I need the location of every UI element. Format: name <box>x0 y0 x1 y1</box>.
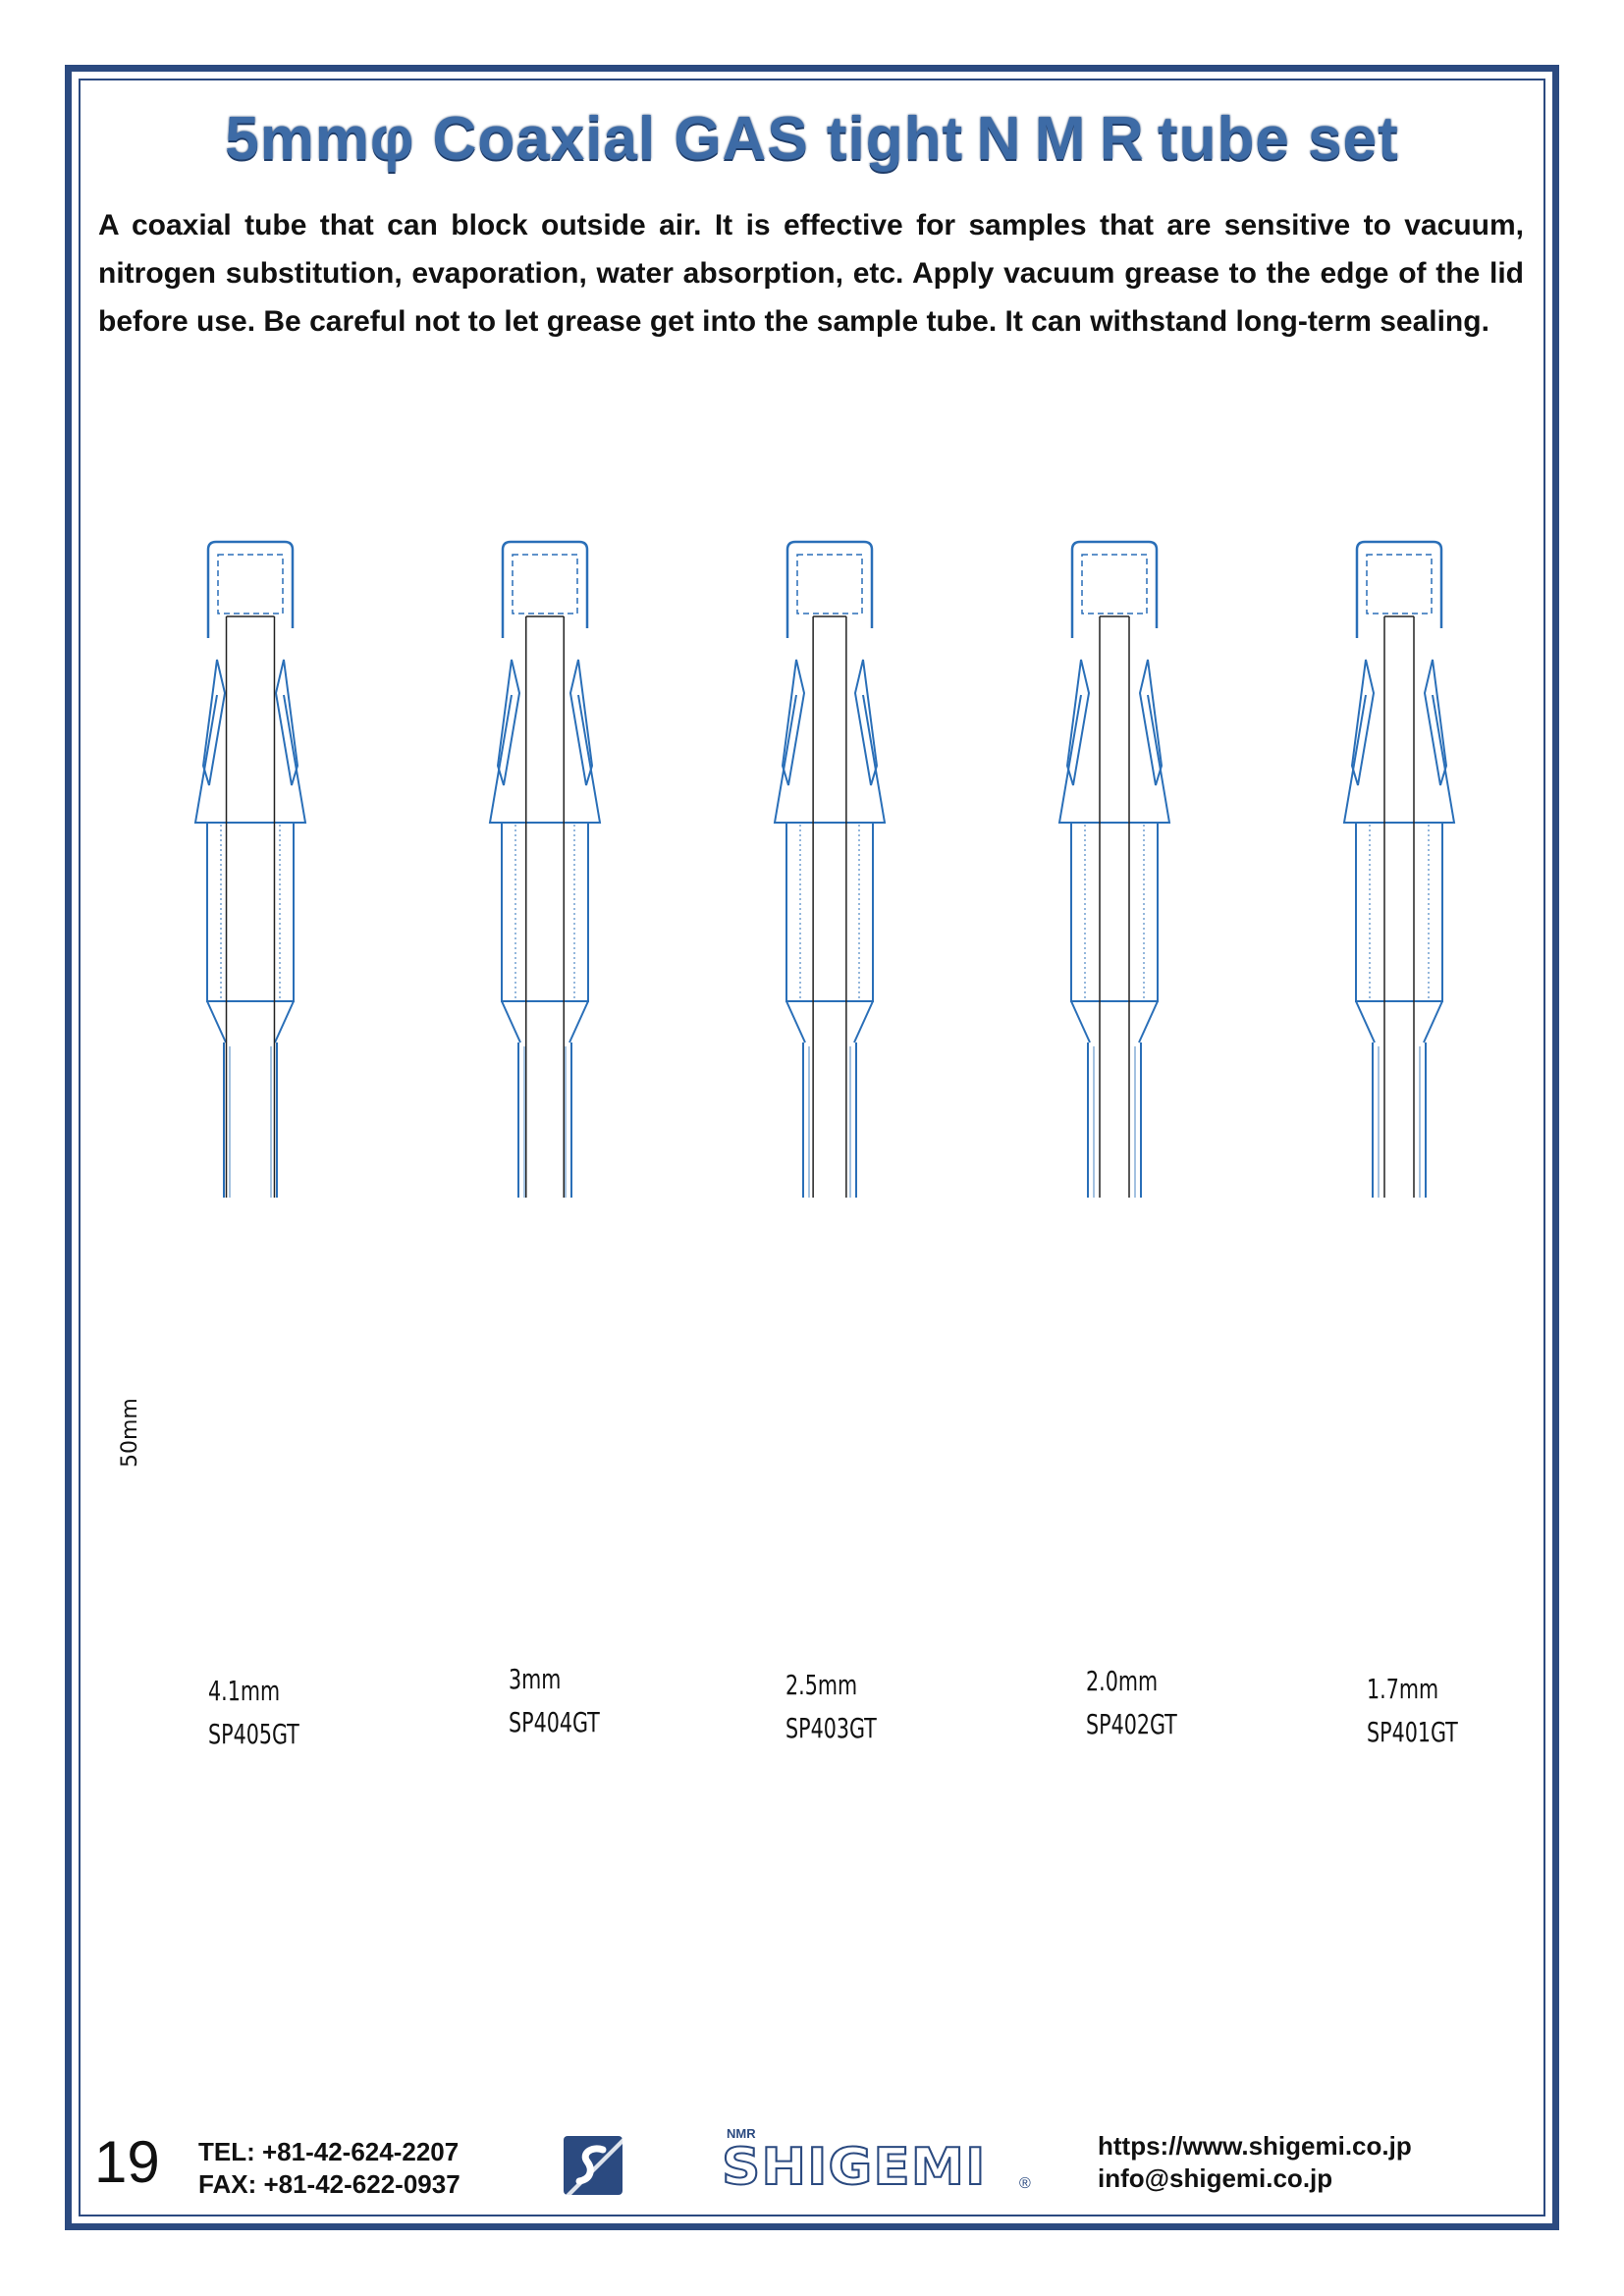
tube-2-collar-left <box>498 660 519 785</box>
website-link[interactable]: https://www.shigemi.co.jp <box>1098 2131 1412 2161</box>
tube-4-taper <box>1071 1001 1158 1042</box>
tube-4-collar-left <box>1067 660 1089 785</box>
tube-1-outer-glass <box>224 1042 277 1198</box>
tube-5-cone <box>1344 695 1454 823</box>
tube-5-collar-right <box>1425 660 1446 785</box>
tube-4-cap-dashed <box>1082 555 1147 614</box>
brand-logo-text: SHIGEMI <box>722 2138 987 2197</box>
tube-3-outer-glass <box>803 1042 856 1198</box>
tube-2-taper <box>502 1001 588 1042</box>
tube-diameter-label-1: 4.1mm <box>208 1675 281 1707</box>
email-link[interactable]: info@shigemi.co.jp <box>1098 2163 1333 2193</box>
tube-model-label-1: SP405GT <box>208 1718 299 1750</box>
tube-5-collar-left <box>1352 660 1374 785</box>
tube-4-inner-insert <box>1100 616 1129 1198</box>
contact-phone-fax <box>198 2136 460 2201</box>
tube-model-label-4: SP402GT <box>1086 1708 1177 1740</box>
tubes-group <box>195 542 1454 1198</box>
tube-5-taper <box>1356 1001 1442 1042</box>
tube-4-outer-glass <box>1088 1042 1141 1198</box>
tube-2-outer-glass-inner <box>524 1046 566 1198</box>
tube-4-body-upper <box>1071 823 1158 1001</box>
tube-5-body-upper <box>1356 823 1442 1001</box>
tube-2-collar-right <box>570 660 592 785</box>
tube-diameter-label-5: 1.7mm <box>1367 1673 1439 1705</box>
tube-5-cap-dashed <box>1367 555 1432 614</box>
tube-3-body-upper <box>786 823 873 1001</box>
tube-4-cone <box>1059 695 1169 823</box>
tube-diameter-label-3: 2.5mm <box>785 1669 858 1701</box>
tube-1-taper <box>207 1001 294 1042</box>
tube-4-collar-right <box>1140 660 1162 785</box>
shigemi-s-logo-icon <box>562 2134 624 2197</box>
tube-5-inner-insert <box>1384 616 1414 1198</box>
product-description: A coaxial tube that can block outside air. It is effective for samples that are sensitive to vacuum, nitrogen substitution, evaporation, water absorption, etc. Apply vacuum grease to the edge of the lid before use. Be careful not to let grease get into the sample tube. It can withstand long-term sealing. <box>98 209 1524 338</box>
tube-model-label-5: SP401GT <box>1367 1716 1458 1748</box>
tube-1-inner-insert <box>227 616 275 1198</box>
tube-3-cone <box>775 695 885 823</box>
tube-diameter-label-4: 2.0mm <box>1086 1665 1159 1697</box>
brand-prefix: NMR <box>727 2126 756 2141</box>
tube-2-cap-dashed <box>513 555 577 614</box>
registered-mark: ® <box>1019 2175 1031 2192</box>
tube-3-inner-insert <box>813 616 846 1198</box>
tube-1-body-upper <box>207 823 294 1001</box>
tube-model-label-2: SP404GT <box>509 1706 600 1738</box>
page-title: 5mmφ Coaxial GAS tight N M R tube set <box>225 105 1399 173</box>
tube-diagram <box>0 510 1624 1198</box>
tube-1-cap-dashed <box>218 555 283 614</box>
fax-text: FAX: +81-42-622-0937 <box>198 2169 460 2199</box>
tube-2-body-upper <box>502 823 588 1001</box>
tube-1-cone <box>195 695 305 823</box>
tube-3-taper <box>786 1001 873 1042</box>
tube-1-outer-glass-inner <box>230 1046 271 1198</box>
tube-1-collar-right <box>276 660 298 785</box>
tube-3-cap-dashed <box>797 555 862 614</box>
tube-3-collar-left <box>783 660 804 785</box>
page-number: 19 <box>94 2129 160 2195</box>
contact-web-email <box>1098 2130 1412 2195</box>
tube-3-collar-right <box>855 660 877 785</box>
tube-2-cone <box>490 695 600 823</box>
tube-model-label-3: SP403GT <box>785 1712 877 1744</box>
dimension-label-50mm: 50mm <box>118 1398 142 1468</box>
tel-text: TEL: +81-42-624-2207 <box>198 2137 460 2166</box>
tube-2-inner-insert <box>526 616 565 1198</box>
tube-3-outer-glass-inner <box>809 1046 850 1198</box>
tube-5-outer-glass <box>1373 1042 1426 1198</box>
tube-diameter-label-2: 3mm <box>509 1663 562 1695</box>
tube-1-collar-left <box>203 660 225 785</box>
